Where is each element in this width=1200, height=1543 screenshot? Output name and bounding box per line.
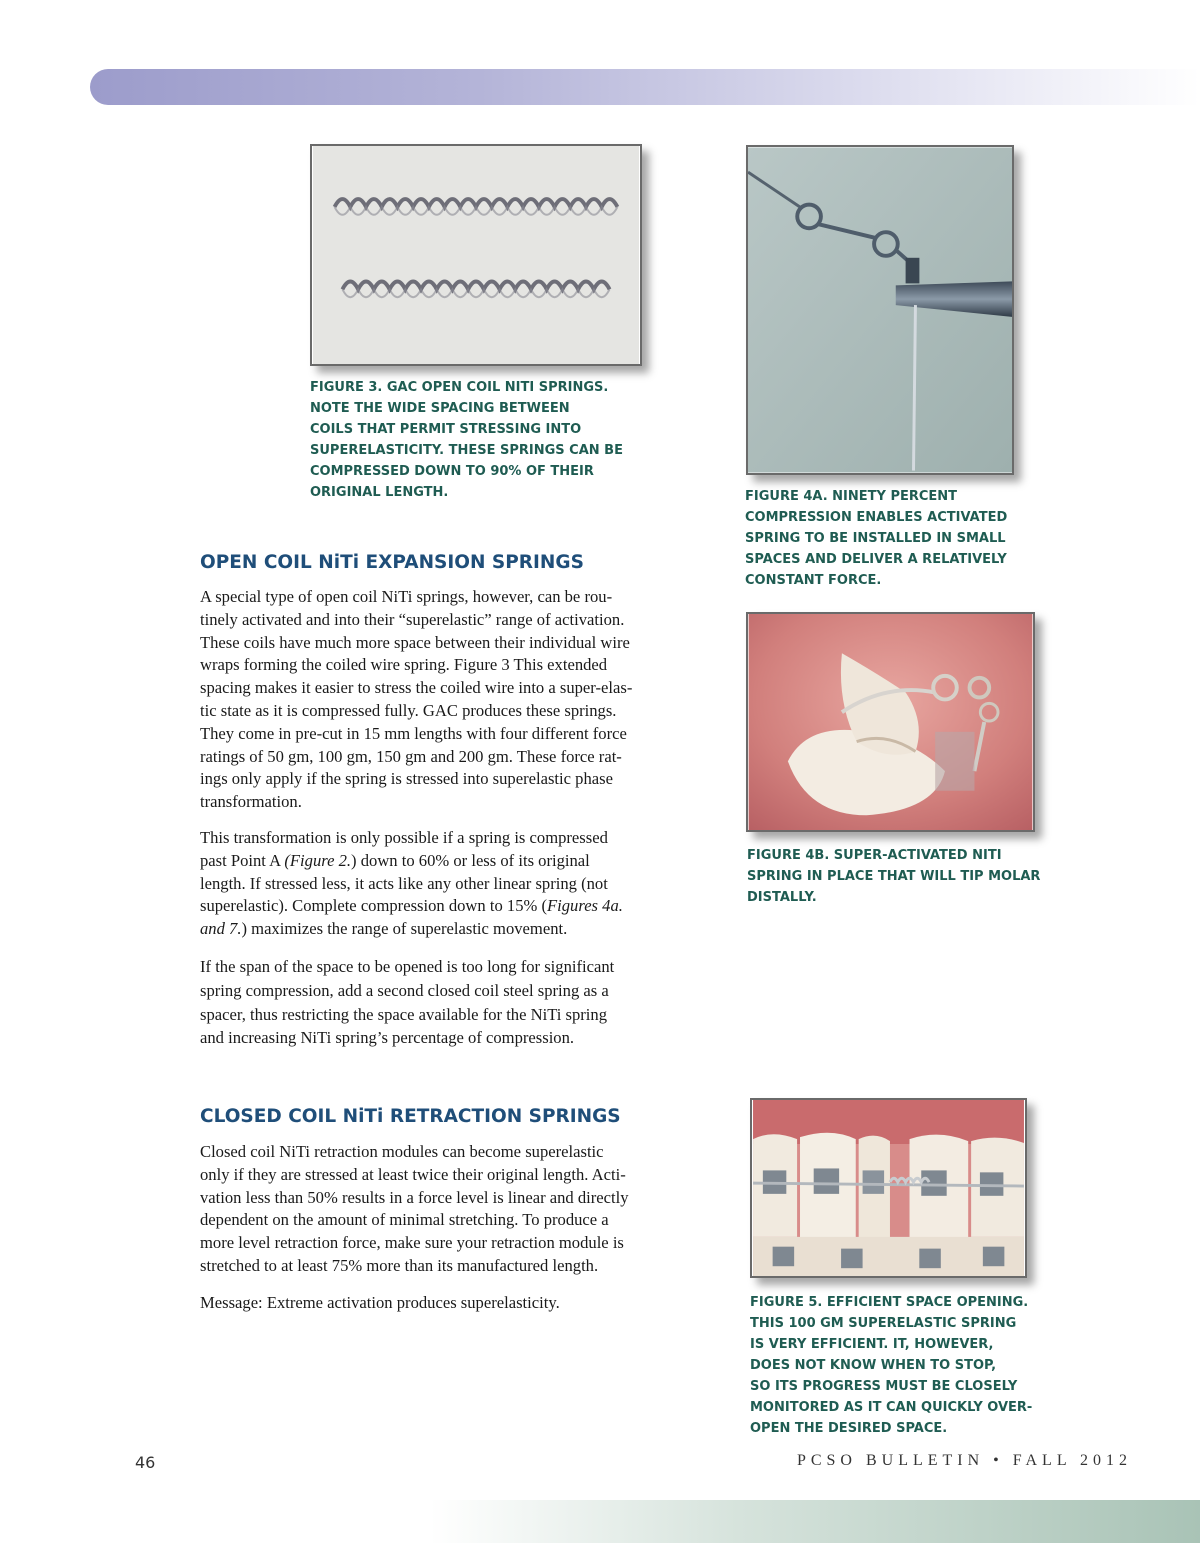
header-gradient-bar	[90, 69, 1200, 105]
figure-3-photo	[310, 144, 642, 366]
open-coil-paragraph-1: A special type of open coil NiTi springs, however, can be rou- tinely activated and into their “superelastic” range of activation. These coils have much more space between their individual wire wraps forming the coiled wire spring. Figure 3 This extended spacing makes it easier to stress the coiled wire into a super-elas- tic state as it is compressed fully. GAC produces these springs. They come in pre-cut in 15 mm lengths with four different force ratings of 50 gm, 100 gm, 150 gm and 200 gm. These force rat- ings only apply if the spring is stressed into superelastic phase transformation.	[200, 587, 633, 812]
figure-4b-photo	[746, 612, 1035, 832]
open-coil-paragraph-3: If the span of the space to be opened is too long for significant spring compression, add a second closed coil steel spring as a spacer, thus restricting the space available for the NiTi spring and increasing NiTi spring’s percentage of compression.	[200, 957, 615, 1048]
footer-gradient-bar	[430, 1500, 1200, 1543]
open-coil-heading: OPEN COIL NiTi EXPANSION SPRINGS	[200, 552, 584, 573]
figure-5-photo	[750, 1098, 1027, 1278]
page-number: 46	[135, 1453, 156, 1472]
closed-coil-heading: CLOSED COIL NiTi RETRACTION SPRINGS	[200, 1106, 621, 1127]
running-footer: PCSO BULLETIN • FALL 2012	[796, 1452, 1132, 1469]
coil-springs-image	[312, 146, 640, 364]
figure-4a-caption: FIGURE 4A. NINETY PERCENT COMPRESSION ENABLES ACTIVATED SPRING TO BE INSTALLED IN SMALL SPACES AND DELIVER A RELATIVELY CONSTANT FORCE.	[745, 489, 1008, 588]
figure-3-caption: FIGURE 3. GAC OPEN COIL NITI SPRINGS. NOTE THE WIDE SPACING BETWEEN COILS THAT PERMIT STRESSING INTO SUPERELASTICITY. THESE SPRINGS CAN BE COMPRESSED DOWN TO 90% OF THEIR ORIGINAL LENGTH.	[310, 380, 623, 500]
figure-5-caption: FIGURE 5. EFFICIENT SPACE OPENING. THIS 100 GM SUPERELASTIC SPRING IS VERY EFFICIENT. IT, HOWEVER, DOES NOT KNOW WHEN TO STOP, SO ITS PROGRESS MUST BE CLOSELY MONITORED AS IT CAN QUICKLY OVER- OPEN THE DESIRED SPACE.	[750, 1295, 1033, 1436]
figure-4a-photo	[746, 145, 1014, 475]
braces-image	[752, 1100, 1025, 1276]
closed-coil-paragraph-1: Closed coil NiTi retraction modules can become superelastic only if they are stressed at least twice their original length. Acti- vation less than 50% results in a force level is linear and directly dependent on the amount of minimal stretching. To produce a more level retraction force, make sure your retraction module is stretched to at least 75% more than its manufactured length.	[200, 1142, 629, 1275]
mouth-spring-image	[748, 614, 1033, 830]
pliers-spring-image	[748, 147, 1012, 473]
open-coil-paragraph-2: This transformation is only possible if a spring is compressed past Point A (Figure 2.) down to 60% or less of its original length. If stressed less, it acts like any other linear spring (not superelastic). Complete compression down to 15% (Figures 4a. and 7.) maximizes the range of superelastic movement.	[200, 828, 623, 939]
closed-coil-paragraph-2: Message: Extreme activation produces superelasticity.	[200, 1293, 560, 1312]
figure-4b-caption: FIGURE 4B. SUPER-ACTIVATED NITI SPRING IN PLACE THAT WILL TIP MOLAR DISTALLY.	[747, 848, 1041, 905]
